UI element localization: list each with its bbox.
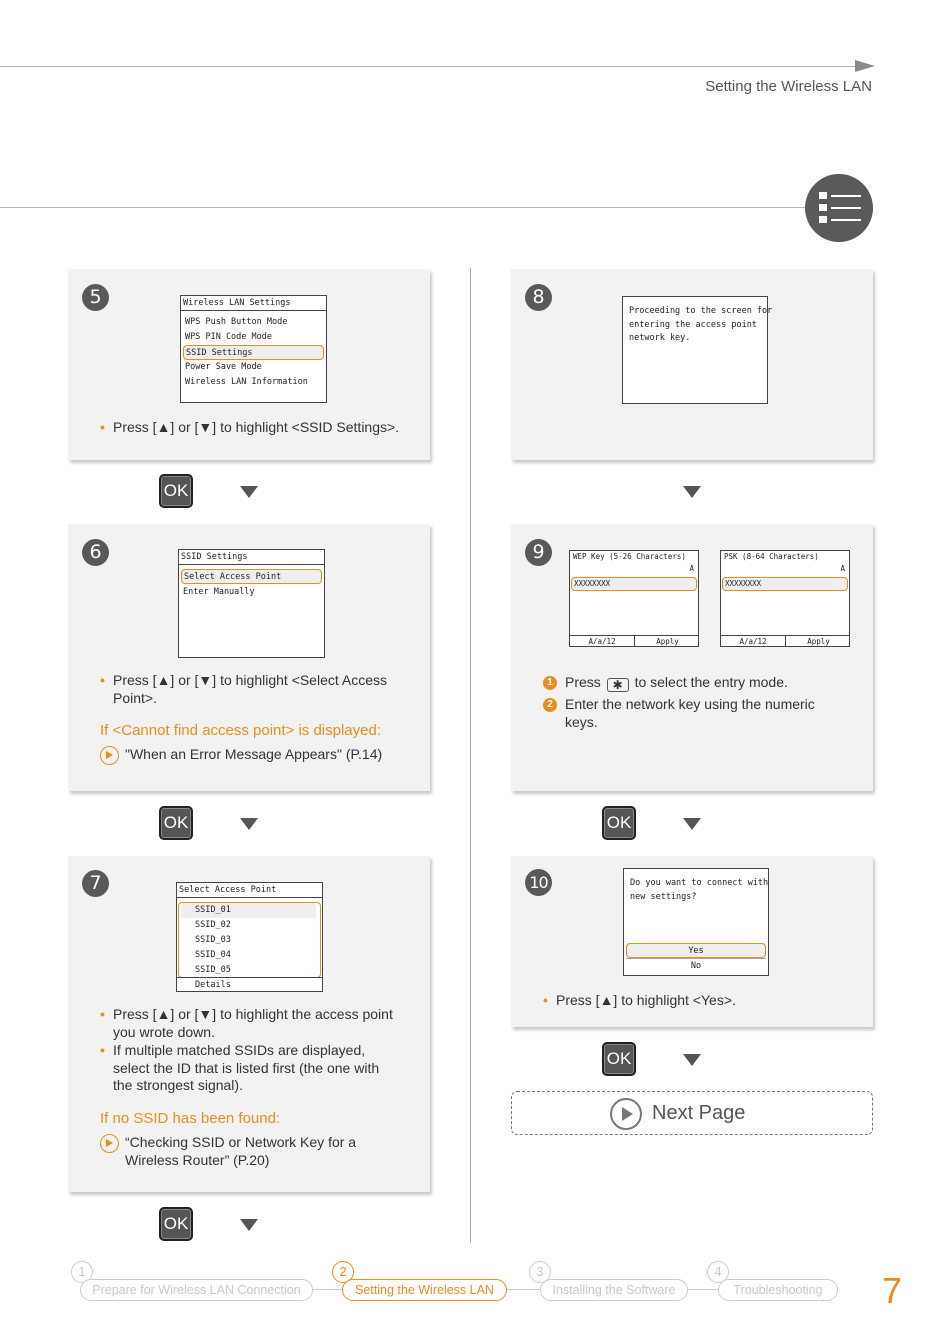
ok-button-icon: OK — [159, 1207, 193, 1241]
lcd-button: Apply — [807, 637, 830, 646]
instruction: • Press [▲] or [▼] to highlight <Select Access Point>. — [100, 672, 400, 707]
lcd-title: Wireless LAN Settings — [181, 296, 326, 311]
lcd-title: WEP Key (5-26 Characters) — [573, 552, 686, 561]
footer-step-number: 4 — [707, 1261, 729, 1283]
step-number: 9 — [525, 539, 552, 566]
lcd-item: WPS Push Button Mode — [185, 317, 288, 327]
lcd-title: SSID Settings — [179, 550, 324, 565]
mid-rule — [0, 207, 806, 208]
asterisk-key-icon: ✱ — [607, 678, 629, 692]
reference-link[interactable] — [100, 746, 420, 764]
step-7-card — [68, 856, 430, 1192]
step-number: 6 — [82, 539, 109, 566]
lcd-wep-key — [569, 550, 699, 647]
down-arrow-icon — [240, 818, 258, 830]
lcd-title: Select Access Point — [177, 883, 322, 898]
ok-button-icon: OK — [159, 474, 193, 508]
instruction-pre: Press — [565, 674, 601, 690]
footer-connector — [688, 1289, 718, 1290]
lcd-item-selected: SSID Settings — [183, 345, 324, 360]
page-number: 7 — [882, 1270, 903, 1311]
ok-button-icon: OK — [602, 806, 636, 840]
lcd-item: SSID_03 — [195, 935, 231, 945]
down-arrow-icon — [683, 486, 701, 498]
instruction: • Press [▲] or [▼] to highlight <SSID Settings>. — [100, 419, 420, 437]
step-number: 8 — [525, 284, 552, 311]
footer-step-number: 1 — [71, 1261, 93, 1283]
lcd-message: Do you want to connect with new settings? — [630, 878, 769, 902]
footer-step-number: 3 — [529, 1261, 551, 1283]
lcd-item: SSID_02 — [195, 920, 231, 930]
lcd-item-selected: Select Access Point — [181, 569, 322, 584]
lcd-item: WPS PIN Code Mode — [185, 332, 272, 342]
lcd-message: Proceeding to the screen for entering the access point network key. — [629, 306, 773, 343]
footer-connector — [507, 1289, 540, 1290]
lcd-mode: A — [689, 564, 694, 573]
lcd-button-bar — [570, 635, 698, 646]
step-number: 7 — [82, 870, 109, 897]
lcd-value-field: XXXXXXXX — [722, 577, 848, 591]
instruction — [565, 674, 865, 692]
step-9-card — [511, 524, 873, 791]
lcd-confirm — [623, 868, 769, 976]
footer-step-troubleshooting[interactable]: Troubleshooting — [718, 1279, 838, 1301]
footer-step-number: 2 — [332, 1261, 354, 1283]
lcd-footer: Details — [177, 977, 322, 992]
section-title: Setting the Wireless LAN — [705, 78, 872, 95]
instruction: • If multiple matched SSIDs are displayed, select the ID that is listed first (the one with the strongest signal). — [100, 1042, 390, 1095]
lcd-item: Enter Manually — [183, 587, 255, 597]
if-heading: If <Cannot find access point> is displayed: — [100, 722, 382, 739]
arrow-right-icon — [100, 746, 119, 765]
lcd-item: SSID_05 — [195, 965, 231, 975]
step-6-card — [68, 524, 430, 791]
lcd-value-field: XXXXXXXX — [571, 577, 697, 591]
footer-connector — [313, 1289, 342, 1290]
footer-step-prepare[interactable]: Prepare for Wireless LAN Connection — [80, 1279, 313, 1301]
lcd-yes-option: Yes — [626, 943, 766, 958]
footer-step-installing-software[interactable]: Installing the Software — [540, 1279, 688, 1301]
lcd-item: Wireless LAN Information — [185, 377, 308, 387]
step-10-card — [511, 856, 873, 1027]
lcd-button: A/a/12 — [721, 636, 786, 647]
if-heading: If no SSID has been found: — [100, 1110, 281, 1127]
down-arrow-icon — [683, 818, 701, 830]
lcd-item: Power Save Mode — [185, 362, 262, 372]
list-menu-icon[interactable] — [805, 174, 873, 242]
ok-button-icon: OK — [602, 1042, 636, 1076]
down-arrow-icon — [683, 1054, 701, 1066]
ok-button-icon: OK — [159, 806, 193, 840]
lcd-item: SSID_04 — [195, 950, 231, 960]
arrow-right-icon — [100, 1134, 119, 1153]
lcd-button-bar — [721, 635, 849, 646]
arrow-right-icon — [610, 1098, 642, 1130]
step-5-card — [68, 269, 430, 460]
lcd-mode: A — [840, 564, 845, 573]
lcd-button: A/a/12 — [570, 636, 635, 647]
top-rule-arrow-icon — [855, 60, 875, 72]
next-page-button[interactable] — [511, 1091, 873, 1135]
lcd-button: Apply — [656, 637, 679, 646]
lcd-no-option: No — [626, 958, 766, 973]
instruction: • Press [▲] to highlight <Yes>. — [543, 992, 843, 1010]
instruction-post: to select the entry mode. — [634, 674, 788, 690]
lcd-ssid-settings — [178, 549, 325, 658]
next-page-label: Next Page — [652, 1102, 746, 1124]
column-divider — [470, 268, 471, 1243]
step-number: 5 — [82, 284, 109, 311]
instruction: • Press [▲] or [▼] to highlight the access point you wrote down. — [100, 1006, 400, 1041]
lcd-proceeding — [622, 296, 773, 404]
reference-link[interactable] — [100, 1134, 385, 1169]
number-marker: 1 — [543, 676, 557, 690]
instruction: Enter the network key using the numeric keys. — [565, 696, 815, 730]
step-number: 10 — [525, 869, 552, 896]
footer-step-setting-wireless-lan[interactable]: Setting the Wireless LAN — [342, 1279, 507, 1301]
lcd-title: PSK (8-64 Characters) — [724, 552, 819, 561]
step-8-card — [511, 269, 873, 460]
lcd-select-access-point — [176, 882, 323, 992]
lcd-item-selected: SSID_01 — [181, 903, 316, 918]
reference-text: “Checking SSID or Network Key for a Wireless Router” (P.20) — [125, 1134, 357, 1168]
down-arrow-icon — [240, 486, 258, 498]
number-marker: 2 — [543, 698, 557, 712]
lcd-psk — [720, 550, 850, 647]
lcd-wireless-lan-settings — [180, 295, 327, 403]
top-rule — [0, 66, 860, 67]
down-arrow-icon — [240, 1219, 258, 1231]
reference-text: "When an Error Message Appears" (P.14) — [125, 746, 383, 762]
